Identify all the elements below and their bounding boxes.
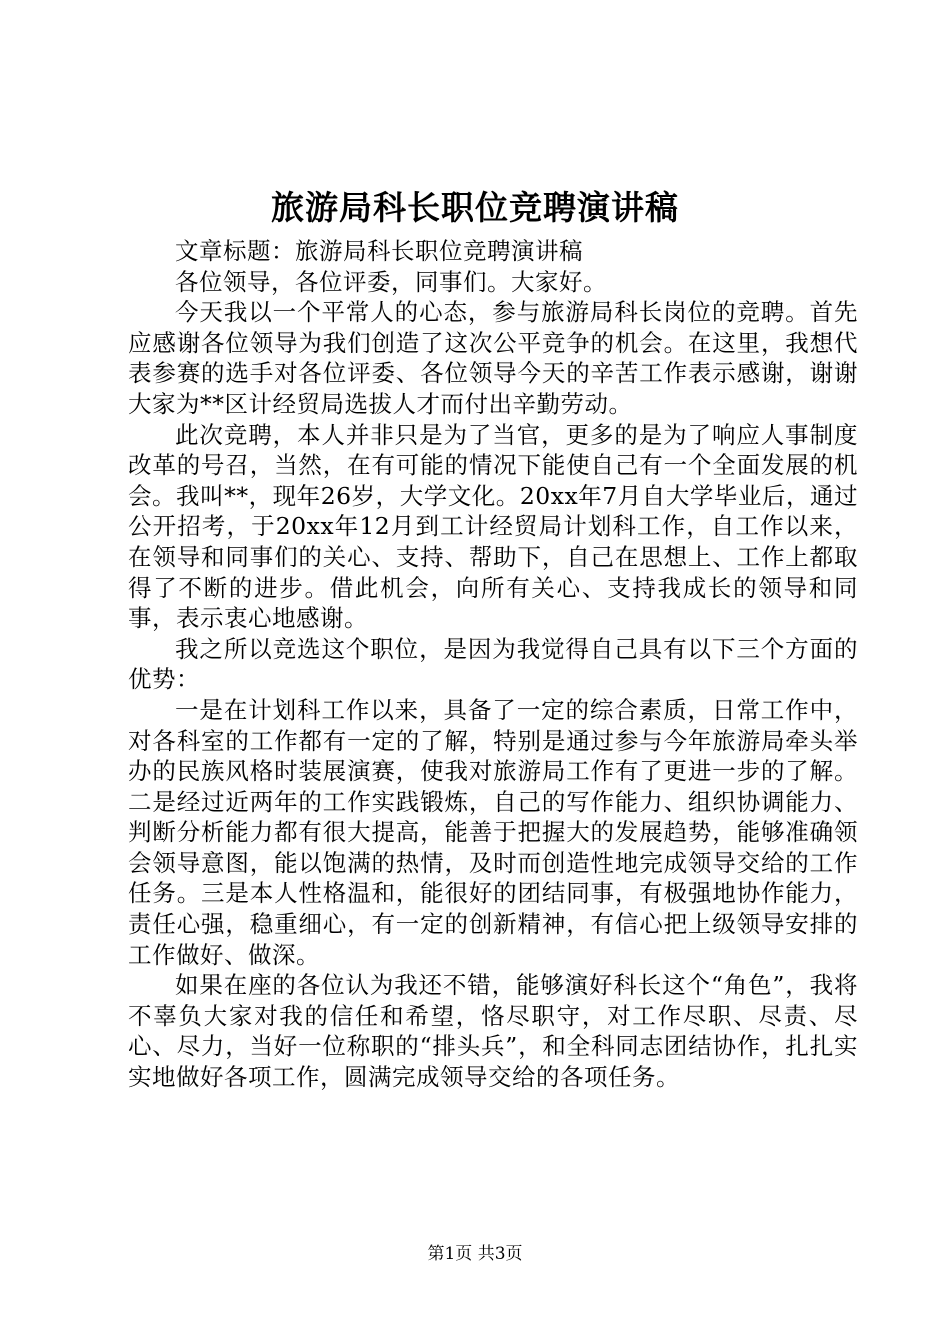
- paragraph-intro: 今天我以一个平常人的心态，参与旅游局科长岗位的竞聘。首先应感谢各位领导为我们创造了这次公平竞争的机会。在这里，我想代表参赛的选手对各位评委、各位领导今天的辛苦工作表示感谢，谢谢大家为**区计经贸局选拔人才而付出辛勤劳动。: [128, 298, 858, 418]
- document-title: 旅游局科长职位竞聘演讲稿: [271, 188, 679, 227]
- paragraph-greeting: 各位领导，各位评委，同事们。大家好。: [175, 267, 607, 296]
- paragraph-closing: 如果在座的各位认为我还不错，能够演好科长这个“角色”，我将不辜负大家对我的信任和希望，恪尽职守，对工作尽职、尽责、尽心、尽力，当好一位称职的“排头兵”，和全科同志团结协作，扎扎实实地做好各项工作，圆满完成领导交给的各项任务。: [128, 971, 858, 1092]
- page-footer: 第1页 共3页: [427, 1244, 523, 1264]
- document-body: [128, 236, 858, 1093]
- paragraph-article-title: 文章标题：旅游局科长职位竞聘演讲稿: [175, 237, 583, 265]
- paragraph-advantages: 一是在计划科工作以来，具备了一定的综合素质，日常工作中，对各科室的工作都有一定的了解，特别是通过参与今年旅游局牵头举办的民族风格时装展演赛，使我对旅游局工作有了更进一步的了解。二是经过近两年的工作实践锻炼，自己的写作能力、组织协调能力、判断分析能力都有很大提高，能善于把握大的发展趋势，能够准确领会领导意图，能以饱满的热情，及时而创造性地完成领导交给的工作任务。三是本人性格温和，能很好的团结同事，有极强地协作能力，责任心强，稳重细心，有一定的创新精神，有信心把上级领导安排的工作做好、做深。: [128, 695, 858, 969]
- paragraph-advantages-lead: 我之所以竞选这个职位，是因为我觉得自己具有以下三个方面的优势：: [128, 634, 858, 694]
- paragraph-background: 此次竞聘，本人并非只是为了当官，更多的是为了响应人事制度改革的号召，当然，在有可能的情况下能使自己有一个全面发展的机会。我叫**，现年26岁，大学文化。20xx年7月自大学毕业后，通过公开招考，于20xx年12月到工计经贸局计划科工作，自工作以来，在领导和同事们的关心、支持、帮助下，自己在思想上、工作上都取得了不断的进步。借此机会，向所有关心、支持我成长的领导和同事，表示衷心地感谢。: [128, 420, 858, 633]
